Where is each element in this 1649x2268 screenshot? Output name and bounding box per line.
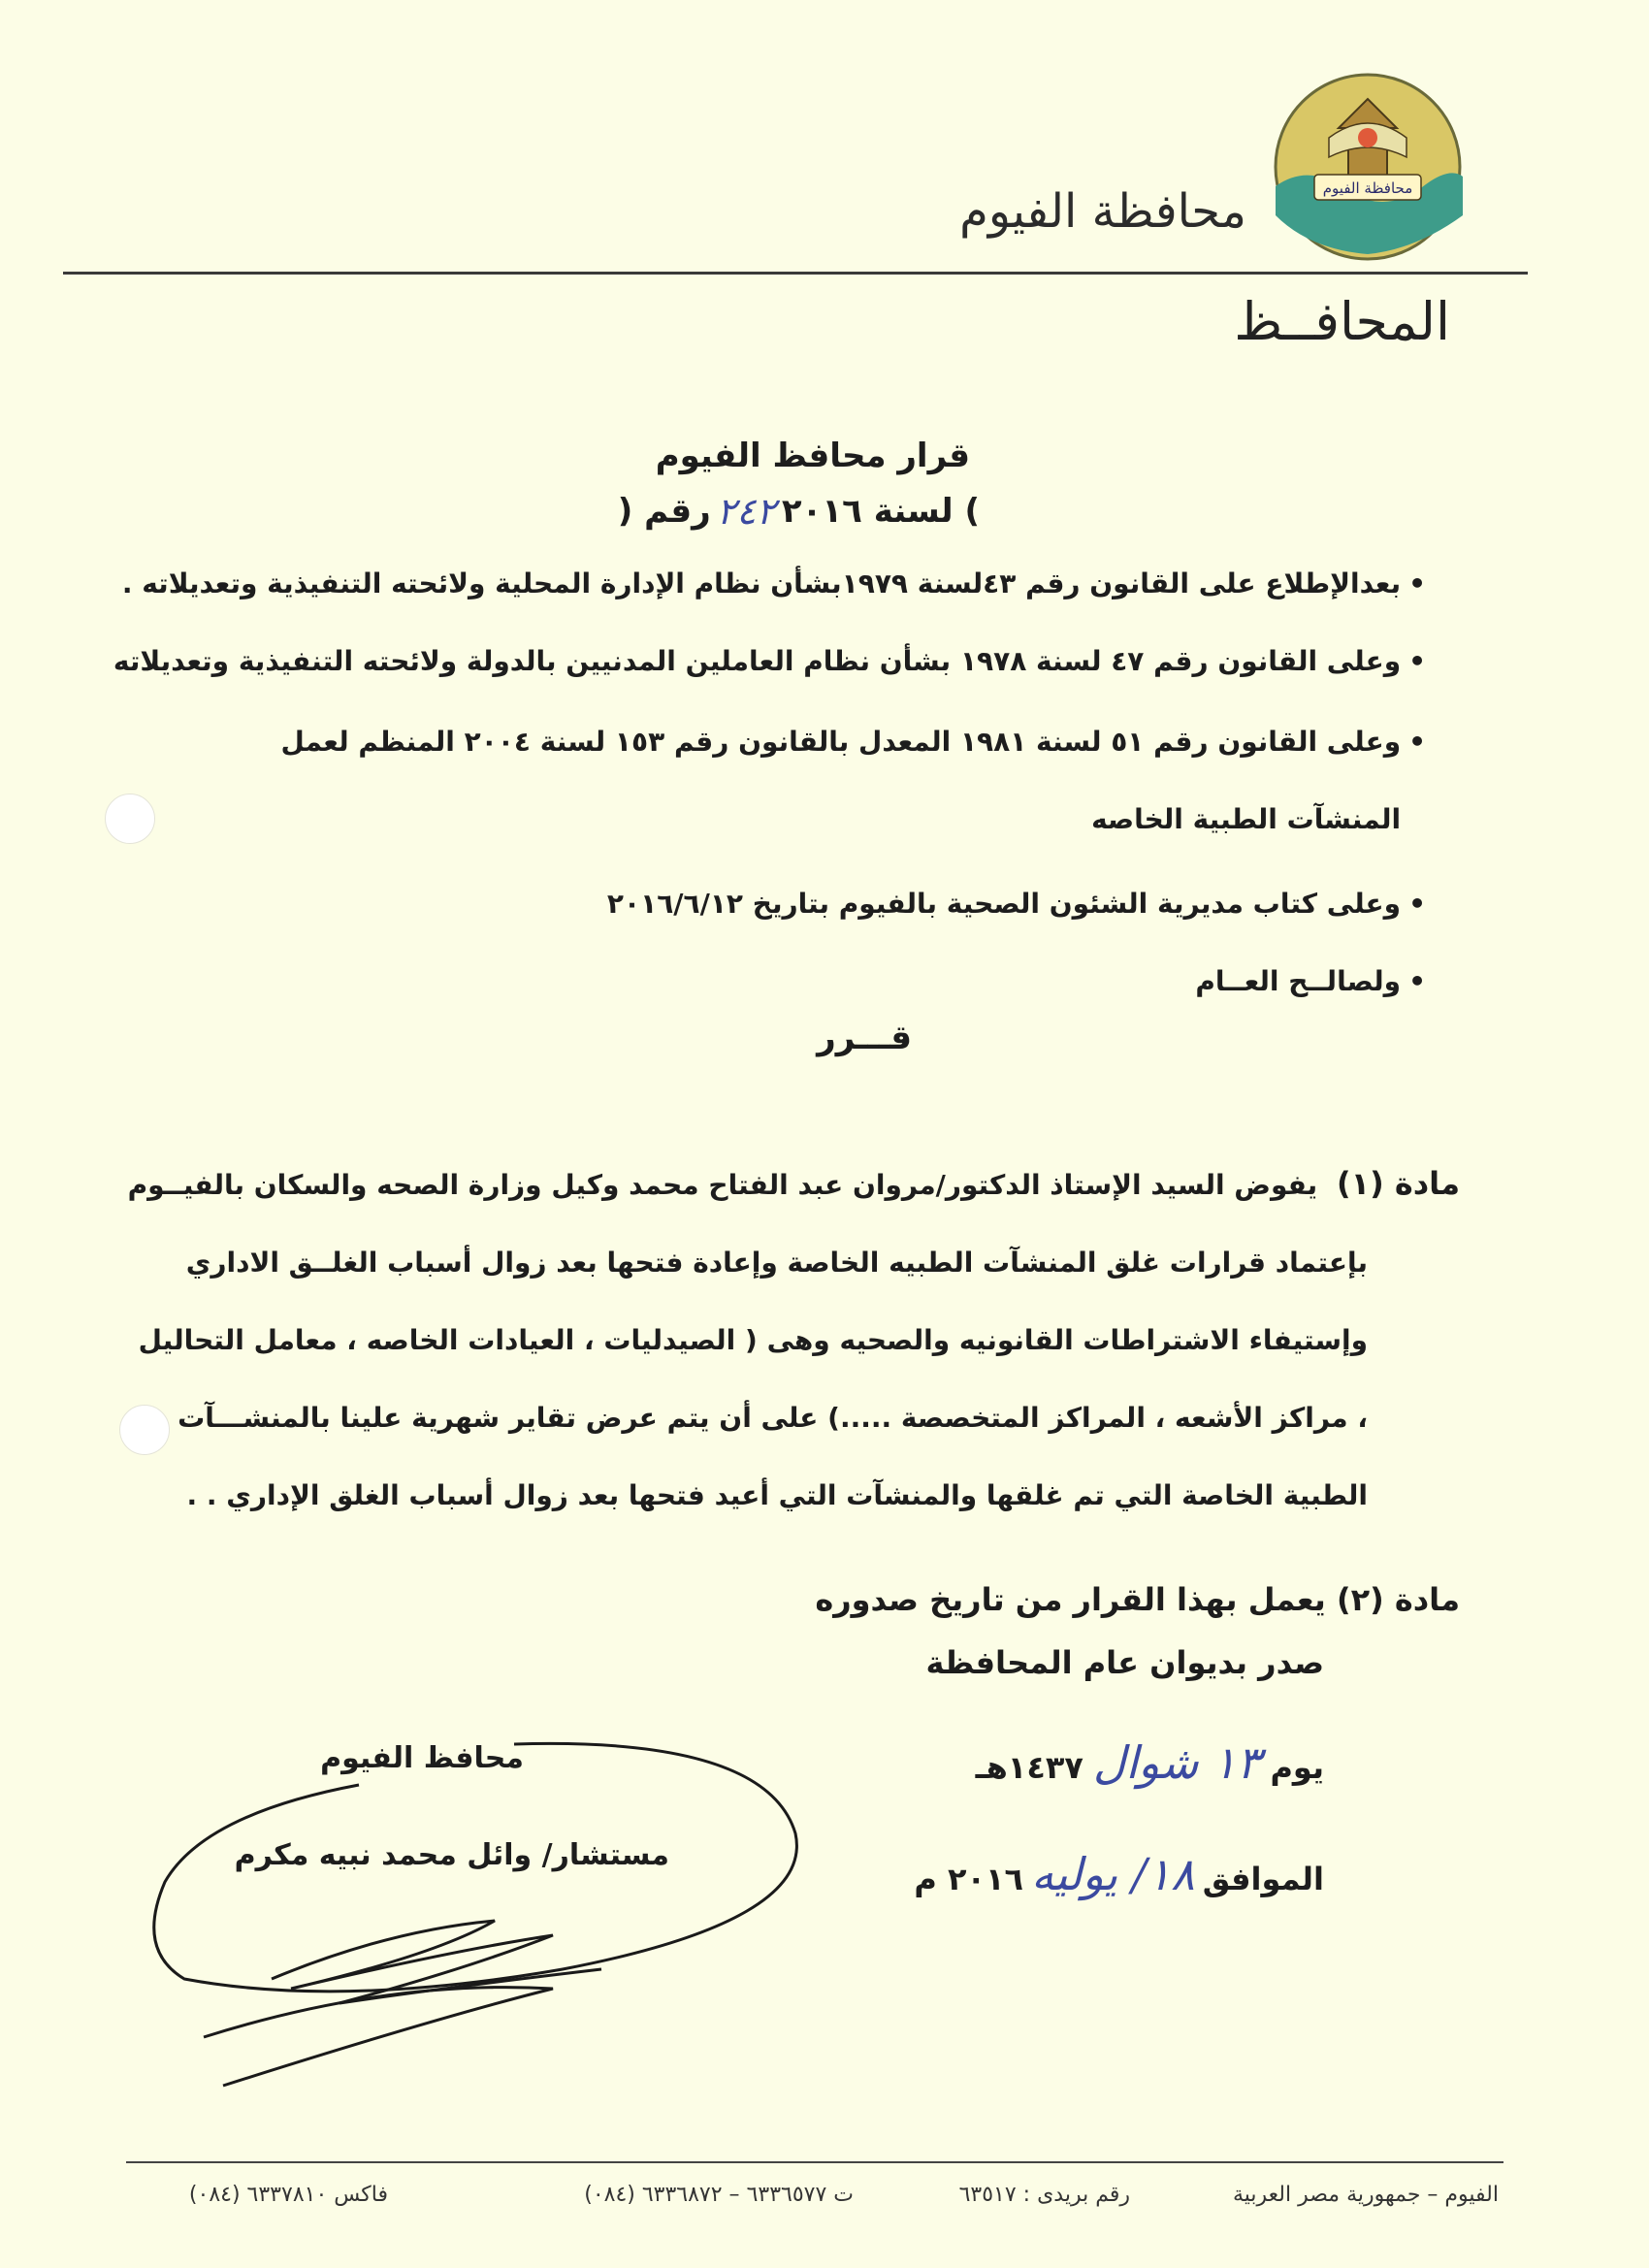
article-1: [127, 1145, 1460, 1535]
governorate-emblem-logo: [1271, 70, 1465, 264]
recital-text: وعلى كتاب مديرية الشئون الصحية بالفيوم بتاريخ ٢٠١٦/٦/١٢: [606, 888, 1402, 920]
issued-at: صدر بديوان عام المحافظة: [925, 1644, 1324, 1681]
recital-item: [113, 645, 1426, 677]
recital-text: وعلى القانون رقم ٤٧ لسنة ١٩٧٨ بشأن نظام العاملين المدنيين بالدولة ولائحته التنفيذية وتعديلاته: [113, 645, 1402, 677]
date-hijri-suffix: ١٤٣٧هـ: [975, 1749, 1083, 1786]
article-1-line: الطبية الخاصة التي تم غلقها والمنشآت التي أعيد فتحها بعد زوال أسباب الغلق الإداري . .: [186, 1479, 1368, 1511]
bullet-icon: •: [1408, 567, 1426, 599]
recital-item: [175, 703, 1426, 859]
decision-number-suffix: ) لسنة ٢٠١٦: [781, 492, 980, 531]
article-1-line: بإعتماد قرارات غلق المنشآت الطبيه الخاصة وإعادة فتحها بعد زوال أسباب الغلــق الاداري: [185, 1247, 1368, 1279]
bullet-icon: •: [1408, 965, 1426, 997]
date-gregorian-suffix: ٢٠١٦ م: [914, 1861, 1024, 1897]
bullet-icon: •: [1408, 645, 1426, 677]
article-1-line: وإستيفاء الاشتراطات القانونيه والصحيه وهى ( الصيدليات ، العيادات الخاصه ، معامل التحاليل: [138, 1324, 1368, 1356]
governorate-name: محافظة الفيوم: [959, 184, 1246, 239]
decision-number: [618, 490, 980, 533]
punch-hole: [105, 794, 155, 844]
recital-item: [607, 888, 1426, 920]
signatory-name: مستشار/ وائل محمد نبيه مكرم: [234, 1838, 669, 1872]
article-1-line: ، مراكز الأشعه ، المراكز المتخصصة .....) على أن يتم عرض تقاير شهرية علينا بالمنشـــآت: [178, 1402, 1368, 1434]
recital-text: بعدالإطلاع على القانون رقم ٤٣لسنة ١٩٧٩بشأن نظام الإدارة المحلية ولائحته التنفيذية وتعديلاته .: [121, 567, 1402, 599]
footer-phone: ت ٦٣٣٦٥٧٧ – ٦٣٣٦٨٧٢ (٠٨٤): [584, 2183, 854, 2207]
recital-item: [122, 567, 1426, 599]
decision-title: قرار محافظ الفيوم: [655, 437, 970, 475]
governor-title: المحافــظ: [1234, 291, 1450, 352]
article-1-label: مادة (١): [1336, 1165, 1460, 1202]
footer-divider: [126, 2161, 1504, 2163]
recital-item: [1195, 965, 1426, 997]
footer-postal: رقم بريدى : ٦٣٥١٧: [958, 2183, 1130, 2207]
logo-text: محافظة الفيوم: [1322, 179, 1413, 197]
signature-title: محافظ الفيوم: [320, 1741, 524, 1775]
article-2: [815, 1581, 1460, 1618]
decision-number-prefix: رقم (: [617, 492, 711, 531]
recital-text: وعلى القانون رقم ٥١ لسنة ١٩٨١ المعدل بالقانون رقم ١٥٣ لسنة ٢٠٠٤ المنظم لعمل المنشآت الطبية الخاصه: [280, 726, 1402, 835]
recital-text: ولصالــح العــام: [1195, 965, 1402, 997]
date-hijri: [976, 1736, 1324, 1789]
decision-number-handwritten: ٢٤٢: [716, 490, 776, 533]
article-1-text: يفوض السيد الإستاذ الدكتور/مروان عبد الفتاح محمد وكيل وزارة الصحه والسكان بالفيــوم: [127, 1169, 1318, 1201]
article-1-line: [127, 1145, 1460, 1224]
punch-hole: [119, 1405, 170, 1455]
bullet-icon: •: [1408, 888, 1426, 920]
date-gregorian: [914, 1848, 1324, 1900]
footer-address: الفيوم – جمهورية مصر العربية: [1232, 2183, 1499, 2207]
footer-fax: فاكس ٦٣٣٧٨١٠ (٠٨٤): [188, 2183, 388, 2207]
date-gregorian-prefix: الموافق: [1202, 1861, 1324, 1897]
handwritten-signature: [146, 1727, 824, 2105]
decreed-heading: قـــرر: [817, 1019, 912, 1057]
date-gregorian-handwritten: ١٨/ يوليه: [1031, 1848, 1195, 1900]
article-2-label: مادة (٢): [1336, 1581, 1460, 1618]
date-hijri-prefix: يوم: [1270, 1749, 1324, 1786]
header-divider: [63, 272, 1528, 275]
article-2-text: يعمل بهذا القرار من تاريخ صدوره: [815, 1581, 1326, 1618]
bullet-icon: •: [1408, 726, 1426, 758]
date-hijri-handwritten: ١٣ شوال: [1092, 1736, 1261, 1789]
